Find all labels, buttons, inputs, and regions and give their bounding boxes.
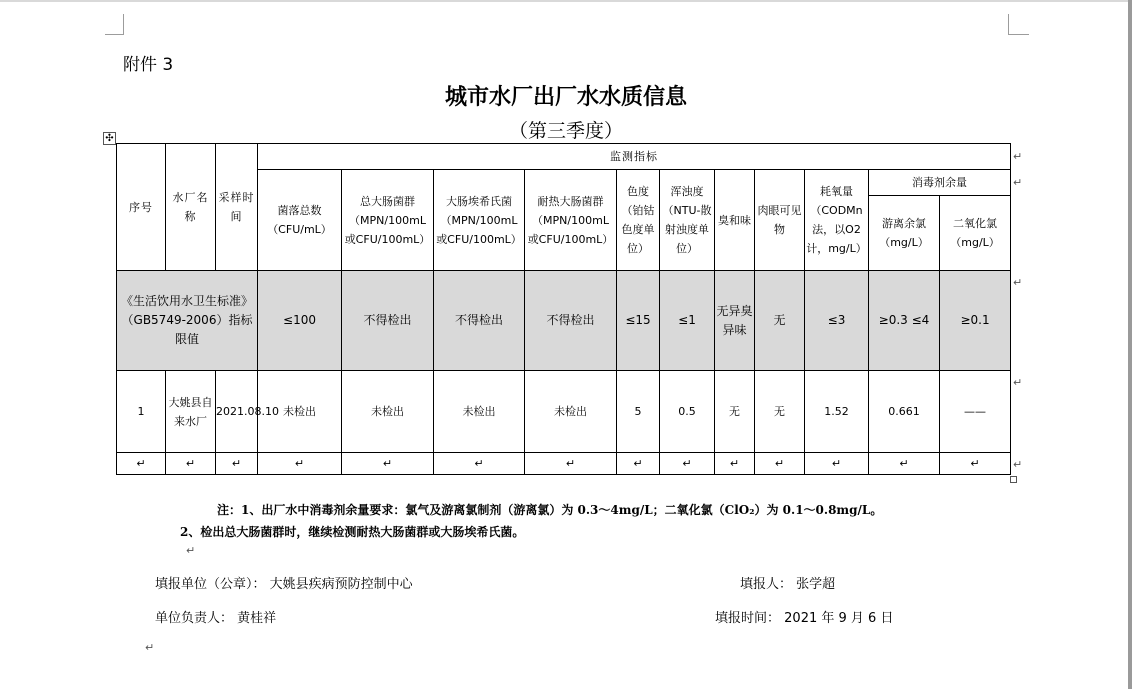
note-1: 注：1、出厂水中消毒剂余量要求：氯气及游离氯制剂（游离氯）为 0.3～4mg/L；二氧化氯（ClO₂）为 0.1～0.8mg/L。 [217, 503, 883, 517]
standard-clo2: ≥0.1 [940, 271, 1011, 371]
row-coliform: 未检出 [342, 371, 434, 453]
paragraph-mark: ↵ [145, 641, 155, 654]
crop-mark-top-left [105, 14, 124, 35]
note-2: 2、检出总大肠菌群时，继续检测耐热大肠菌群或大肠埃希氏菌。 [180, 525, 525, 539]
standard-label: 《生活饮用水卫生标准》（GB5749-2006）指标限值 [117, 271, 258, 371]
standard-color: ≤15 [617, 271, 660, 371]
ruler-edge [0, 0, 1128, 2]
standard-coliform: 不得检出 [342, 271, 434, 371]
row-cod: 1.52 [805, 371, 869, 453]
footer-reporter [740, 573, 835, 592]
empty-cell[interactable]: ↵ [216, 453, 258, 475]
row-plant: 大姚县自来水厂 [166, 371, 216, 453]
paragraph-mark: ↵ [186, 544, 196, 557]
footer-unit [155, 573, 413, 592]
empty-cell[interactable]: ↵ [869, 453, 940, 475]
header-plant: 水厂名称 [166, 144, 216, 271]
table-move-handle-icon[interactable]: ✣ [103, 132, 116, 145]
row-free-chlorine: 0.661 [869, 371, 940, 453]
footer-time-label: 填报时间： [715, 611, 781, 626]
header-coliform: 总大肠菌群（MPN/100mL或CFU/100mL） [342, 170, 434, 271]
header-odor: 臭和味 [715, 170, 755, 271]
empty-cell[interactable]: ↵ [342, 453, 434, 475]
header-free-chlorine: 游离余氯（mg/L） [869, 196, 940, 271]
row-end-mark: ↵ [1013, 176, 1023, 189]
footer-leader-value: 黄桂祥 [237, 611, 277, 626]
row-ecoli: 未检出 [434, 371, 525, 453]
standard-cod: ≤3 [805, 271, 869, 371]
empty-cell[interactable]: ↵ [434, 453, 525, 475]
row-end-mark: ↵ [1013, 276, 1023, 289]
empty-cell[interactable]: ↵ [617, 453, 660, 475]
document-subtitle: （第三季度） [508, 120, 623, 142]
header-turbidity: 浑浊度（NTU-散射浊度单位） [660, 170, 715, 271]
row-date: 2021.08.10 [216, 371, 258, 453]
row-end-mark: ↵ [1013, 150, 1023, 163]
row-visible: 无 [755, 371, 805, 453]
document-title: 城市水厂出厂水水质信息 [444, 84, 687, 110]
header-clo2: 二氧化氯（mg/L） [940, 196, 1011, 271]
table-resize-handle[interactable] [1010, 476, 1017, 483]
empty-row [117, 453, 1011, 475]
footer-time [715, 607, 893, 626]
row-odor: 无 [715, 371, 755, 453]
footer-reporter-value: 张学超 [796, 577, 836, 592]
standard-thermo: 不得检出 [525, 271, 617, 371]
header-monitor: 监测指标 [258, 144, 1011, 170]
row-thermo: 未检出 [525, 371, 617, 453]
row-colony: 未检出 [258, 371, 342, 453]
attachment-label: 附件 3 [123, 55, 174, 75]
row-end-mark: ↵ [1013, 376, 1023, 389]
empty-cell[interactable]: ↵ [117, 453, 166, 475]
header-colony: 菌落总数（CFU/mL） [258, 170, 342, 271]
header-date: 采样时间 [216, 144, 258, 271]
empty-cell[interactable]: ↵ [940, 453, 1011, 475]
standard-visible: 无 [755, 271, 805, 371]
standard-colony: ≤100 [258, 271, 342, 371]
row-end-mark: ↵ [1013, 458, 1023, 471]
header-color: 色度（铂钴色度单位） [617, 170, 660, 271]
row-turbidity: 0.5 [660, 371, 715, 453]
footer-unit-value: 大姚县疾病预防控制中心 [269, 577, 413, 592]
header-index: 序号 [117, 144, 166, 271]
empty-cell[interactable]: ↵ [805, 453, 869, 475]
empty-cell[interactable]: ↵ [755, 453, 805, 475]
footer-reporter-label: 填报人： [740, 577, 793, 592]
empty-cell[interactable]: ↵ [660, 453, 715, 475]
standard-free-chlorine: ≥0.3 ≤4 [869, 271, 940, 371]
row-index: 1 [117, 371, 166, 453]
footer-leader-label: 单位负责人： [155, 611, 234, 626]
standard-turbidity: ≤1 [660, 271, 715, 371]
footer-time-value: 2021 年 9 月 6 日 [784, 611, 894, 626]
header-thermo: 耐热大肠菌群（MPN/100mL或CFU/100mL） [525, 170, 617, 271]
header-visible: 肉眼可见物 [755, 170, 805, 271]
empty-cell[interactable]: ↵ [258, 453, 342, 475]
header-disinfectant: 消毒剂余量 [869, 170, 1011, 196]
crop-mark-top-right [1008, 14, 1029, 35]
row-color: 5 [617, 371, 660, 453]
table-row [117, 371, 1011, 453]
empty-cell[interactable]: ↵ [166, 453, 216, 475]
standard-odor: 无异臭异味 [715, 271, 755, 371]
standard-ecoli: 不得检出 [434, 271, 525, 371]
footer-unit-label: 填报单位（公章）： [155, 577, 266, 592]
header-ecoli: 大肠埃希氏菌（MPN/100mL或CFU/100mL） [434, 170, 525, 271]
empty-cell[interactable]: ↵ [525, 453, 617, 475]
row-clo2: —— [940, 371, 1011, 453]
header-cod: 耗氧量（CODMn法，以O2计，mg/L） [805, 170, 869, 271]
footer-leader [155, 607, 276, 626]
water-quality-table [116, 143, 1011, 475]
empty-cell[interactable]: ↵ [715, 453, 755, 475]
